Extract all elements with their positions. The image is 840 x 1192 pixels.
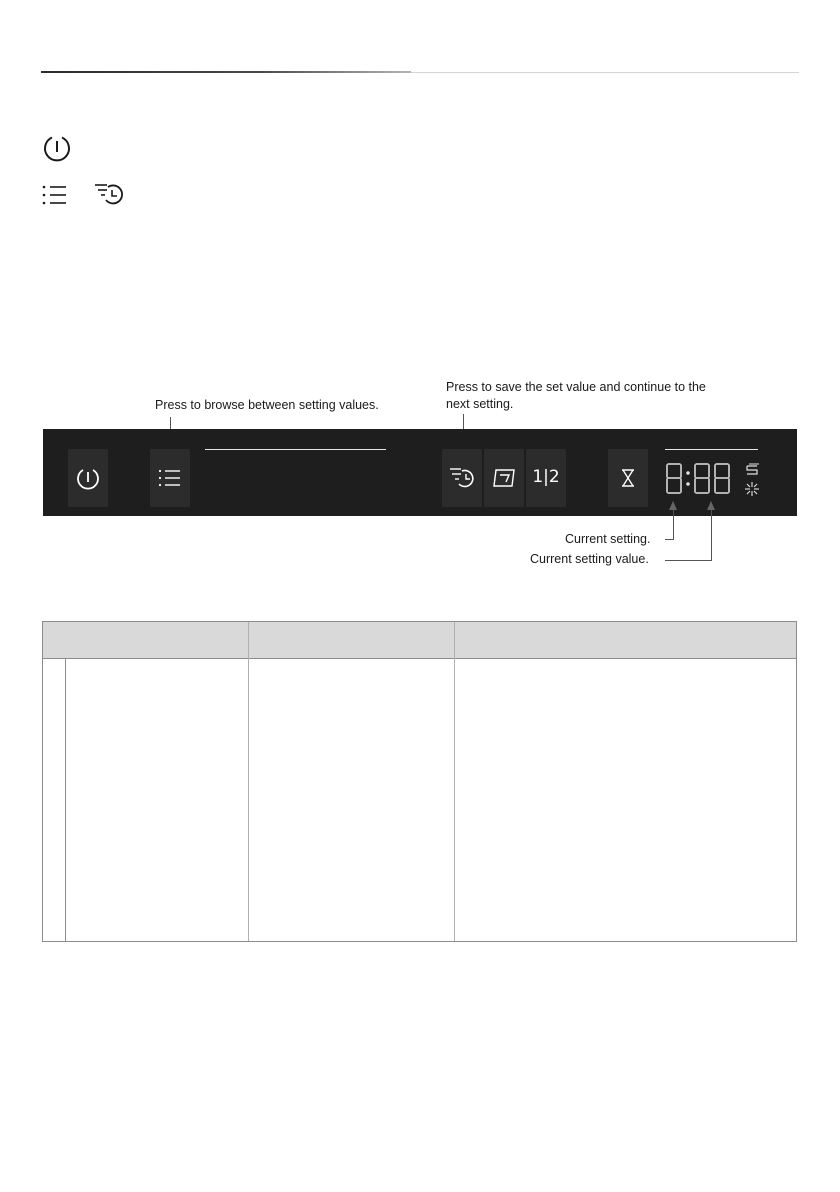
current-setting-callout: Current setting.: [565, 532, 651, 546]
current-setting-leader-v: [673, 510, 674, 539]
save-continue-button[interactable]: [442, 449, 482, 507]
table-header: [43, 622, 796, 659]
settings-table: [42, 621, 797, 942]
menu-list-icon: [150, 449, 190, 507]
half-load-button[interactable]: [526, 449, 566, 507]
power-icon: [42, 133, 72, 163]
current-value-arrow: [707, 501, 715, 510]
table-col-divider-1: [248, 622, 249, 941]
browse-callout: Press to browse between setting values.: [155, 398, 379, 412]
door-icon: [484, 449, 524, 507]
hourglass-icon: [608, 449, 648, 507]
delay-button[interactable]: [608, 449, 648, 507]
save-callout-line2: next setting.: [446, 397, 514, 411]
half-load-icon: 1|2: [532, 467, 560, 487]
table-row-marker-divider: [65, 658, 66, 941]
current-value-callout: Current setting value.: [530, 552, 649, 566]
current-value-leader-h: [665, 560, 712, 561]
current-setting-arrow: [669, 501, 677, 510]
header-rule-light: [411, 72, 799, 73]
power-icon: [68, 449, 108, 507]
save-continue-icon: [94, 181, 124, 207]
table-col-divider-2: [454, 622, 455, 941]
menu-button[interactable]: [150, 449, 190, 507]
header-rule-dark: [41, 71, 411, 73]
current-setting-leader-h: [665, 539, 674, 540]
save-callout-line1: Press to save the set value and continue to the: [446, 380, 706, 394]
menu-list-icon: [42, 183, 68, 207]
panel-marker-line-right: [665, 449, 758, 450]
save-continue-icon: [442, 449, 482, 507]
salt-icon: [744, 481, 760, 502]
rinse-aid-icon: [744, 463, 760, 482]
power-button[interactable]: [68, 449, 108, 507]
current-value-leader-v: [711, 510, 712, 560]
panel-marker-line-left: [205, 449, 386, 450]
control-panel: [43, 429, 797, 516]
time-display: [665, 462, 735, 496]
door-button[interactable]: [484, 449, 524, 507]
